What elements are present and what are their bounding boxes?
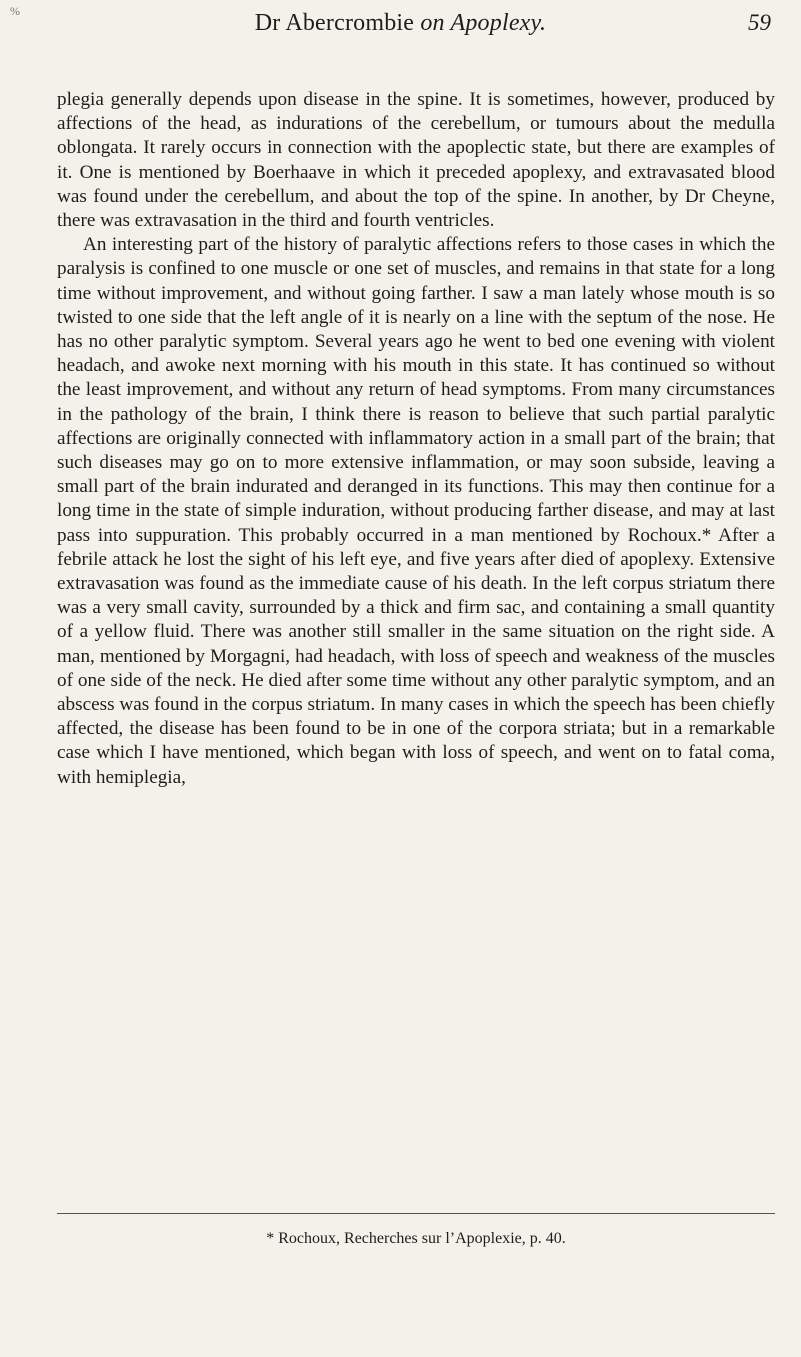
running-head-topic: Apoplexy. <box>444 10 547 36</box>
paragraph-1: plegia generally depends upon disease in the spine. It is sometimes, however, produced by affections of the head, as indurations of the cerebellum, or tumours about the medulla oblongata. It rarely occurs in connection with the apoplectic state, but there are examples of it. One is mentioned by Boerhaave in which it preceded apoplexy, and extravasated blood was found under the cerebellum, and about the top of the spine. In another, by Dr Cheyne, there was extravasation in the third and fourth ventricles. <box>57 89 775 232</box>
running-head-author: Dr Abercrombie <box>254 10 421 36</box>
running-head <box>0 10 801 37</box>
page-header <box>0 4 801 40</box>
running-head-connector: on <box>420 10 445 36</box>
page-number: 59 <box>748 10 771 35</box>
footnote-divider <box>57 1213 775 1214</box>
footnote: * Rochoux, Recherches sur l’Apoplexie, p. 40. <box>266 1230 566 1247</box>
body-text <box>57 88 775 790</box>
paragraph-2: An interesting part of the history of paralytic affections refers to those cases in which the paralysis is confined to one muscle or one set of muscles, and remains in that state for a long time without improvement, and without going farther. I saw a man lately whose mouth is so twisted to one side that the left angle of it is nearly on a line with the septum of the nose. He has no other paralytic symptom. Several years ago he went to bed one evening with violent headach, and awoke next morning with his mouth in this state. It has continued so without the least improvement, and without any return of head symptoms. From many circumstances in the pathology of the brain, I think there is reason to believe that such partial paralytic affections are originally connected with inflammatory action in a small part of the brain; that such diseases may go on to more extensive inflammation, or may soon subside, leaving a small part of the brain indurated and deranged in its functions. This may then continue for a long time in the state of simple induration, without producing farther disease, and may at last pass into suppuration. This probably occurred in a man mentioned by Rochoux.* After a febrile attack he lost the sight of his left eye, and five years after died of apoplexy. Extensive extravasation was found as the immediate cause of his death. In the left corpus striatum there was a very small cavity, surrounded by a thick and firm sac, and containing a small quantity of a yellow fluid. There was another still smaller in the same situation on the right side. A man, mentioned by Morgagni, had headach, with loss of speech and weakness of the muscles of one side of the neck. He died after some time without any other paralytic symptom, and an abscess was found in the corpus striatum. In many cases in which the speech has been chiefly affected, the disease has been found to be in one of the corpora striata; but in a remarkable case which I have mentioned, which began with loss of speech, and went on to fatal coma, with hemiplegia, <box>57 234 775 788</box>
margin-mark: % <box>10 4 20 18</box>
